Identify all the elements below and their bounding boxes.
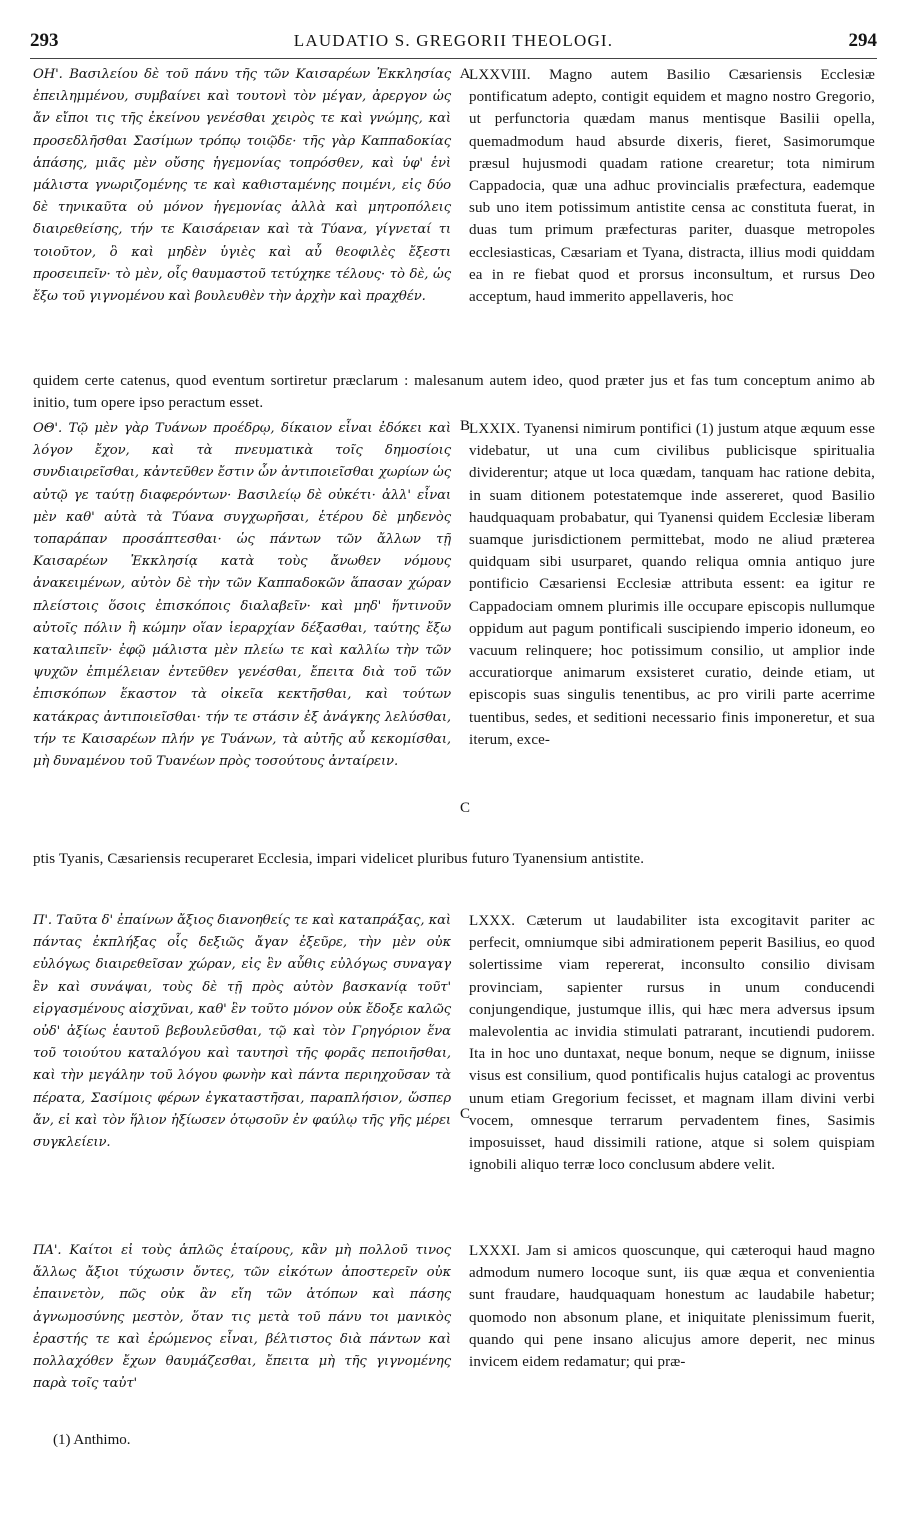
latin-paragraph-78: LXXVIII. Magno autem Basilio Cæsariensis Ecclesiæ pontificatum adepto, contigit equidem et magno nostro Gregorio, ut perfunctoria quædam manus mentisque Basilii opella, quemadmodum haud absurde dixeris, fieret, Sasimorumque præsul hujusmodi quadam ratione crearetur; tota nimirum Cappadocia, quæ una adhuc provincialis præfectura, eademque sub uno item potissimum antistite censa ac constituta fuerat, in duas tum primum præfecturas pariter, duasque metropoles ecclesiasticas, Cæsariam et Tyana, distracta, illius modi quiddam ea in re fiebat quod et prorsus inconsultum, et rursus Deo acceptum, haud immerito appellaveris, hoc xyxy=(469,67,875,306)
section-marker-c: C xyxy=(459,800,470,816)
latin-paragraph-80: LXXX. Cæterum ut laudabiliter ista excogitavit pariter ac perfecit, omniumque sibi admirationem peperit Basilius, eo quod solertissime viam repererat, inconsulto consilio divisam provinciam, sapienter rursus in unum conducendi conjungendique, justumque illis, qui hæc mera adversus ipsum malevolentia ac invidia stimulati patrarant, incutiendi pudorem. Ita in hoc uno duntaxat, neque bonum, neque se dignum, iniisse visus est consilium, quod pontificalis hujus catalogi ac proventus unum etiam Gregorium fecisset, et magnam illam divini verbi vocem, omnesque terrarum pervadentem fines, Sasimis imposuisset, haud dissimili ratione, atque si solem quispiam ignobili aliquo terræ loco conclusum abdere velit. xyxy=(469,913,875,1174)
greek-paragraph-80: Π'. Ταῦτα δ' ἐπαίνων ἄξιος διανοηθείς τε καὶ καταπράξας, καὶ πάντας ἐκπλήξας οἷς δεξιῶς ἄγαν ἐξεῦρε, τὴν μὲν οὐκ εὐλόγως διαιρεθεῖσαν χώραν, εἰς ἓν αὖθις εὐλόγως συναγαγ ἓν καὶ συνάψαι, τοὺς δὲ τῇ πρὸς αὐτὸν βασκανίᾳ τοῦτ' εἰργασμένους αἰσχῦναι, καθ' ἓν τοῦτο μόνον οὐκ ἔδοξε καλῶς οὐδ' ἀξίως ἑαυτοῦ βεβουλεῦσθαι, τῷ καὶ τὸν Γρηγόριον ἕνα τοῦ τοιούτου καταλόγου καὶ ταυτησὶ τῆς φορᾶς πεποιῆσθαι, καὶ τὴν μεγάλην τοῦ λόγου φωνὴν καὶ πάντα περιηχοῦσαν τὰ πέρατα, Σασίμοις φέρων ἐγκαταστῆσαι, παραπλήσιον, ὥσπερ ἄν, εἰ καὶ τὸν ἥλιον ἠξίωσεν ὁτῳσοῦν ἐν φαύλῳ τῆς γῆς μέρει συγκλείειν. xyxy=(33,913,451,1151)
greek-paragraph-78: ΟΗ'. Βασιλείου δὲ τοῦ πάνυ τῆς τῶν Καισαρέων Ἐκκλησίας ἐπειλημμένου, συμβαίνει καὶ τουτονὶ τὸν μέγαν, ἀρεργον ὡς ἄν εἴποι τις τῆς ἐκείνου γενέσθαι χειρὸς τε καὶ γνώμης, καὶ προσεδλῆσθαι Σασίμων τρόπῳ τοιῷδε· τῆς γὰρ Καππαδοκίας ἁπάσης, μιᾶς μὲν οὔσης ἡγεμονίας τοπρόσθεν, καὶ ὑφ' ἑνὶ μάλιστα γνωριζομένης τε καὶ καθισταμένης ποιμένι, εἰς δύο δὲ τηνικαῦτα οὐ μόνον ἡγεμονίας ἀλλὰ καὶ μητροπόλεις διαιρεθείσης, τήν τε Καισάρειαν καὶ τὰ Τύανα, γίγνεταί τι τοιοῦτον, ὃ καὶ μηδὲν ὑγιὲς καὶ αὖ θεοφιλὲς ἔξεστι προσειπεῖν· τὸ μὲν, οἷς θαυμαστοῦ τετύχηκε τέλους· τὸ δὲ, ὡς ἔξω τοῦ γιγνομένου καὶ βουλευθὲν τὴν ἀρχὴν καὶ πραχθέν. xyxy=(33,67,451,305)
footnote: (1) Anthimo. xyxy=(53,1432,131,1448)
latin-paragraph-78-continued: quidem certe catenus, quod eventum sortiretur præclarum : malesanum autem ideo, quod præter jus et fas tum conceptum animo ab initio, tum opere ipso peractum esset. xyxy=(33,373,875,412)
latin-paragraph-81: LXXXI. Jam si amicos quoscunque, qui cæteroqui haud magno admodum numero locoque sunt, iis quæ æqua et convenientia sunt fraudare, haudquaquam honestum ac laudabile habetur; quomodo non absonum plane, et iniquitate plenissimum fuerit, quando qui pene insano alicujus amore deperit, nec minus invicem eidem redamatur; qui præ- xyxy=(469,1243,875,1371)
latin-paragraph-79: LXXIX. Tyanensi nimirum pontifici (1) justum atque æquum esse videbatur, ut una cum civilibus publicisque spiritualia dividerentur; atque ut loca quædam, tanquam hac ratione debita, in suam ditionem potestatemque inde assereret, quod Basilio haudquaquam probabatur, qui Tyanensi quidem Ecclesiæ liberam suamque jurisdictionem permittebat, modo ne aliud præterea quidquam sibi usurparet, quando reliqua omnia antiquo jure pontificio Cæsariensi Ecclesiæ attributa essent: ea igitur re Cappadociam omnem plurimis ille occupare episcopis nullumque oppidum aut pagum pontificali suscipiendo imperio idoneum, eo vacuum relinquere; hoc potissimum consilio, ut amplior inde accuratiorque animarum exsisteret curatio, deinde etiam, ut episcopis suas singulis tenentibus, ac pro virili parte acerrime tuentibus, sedes, et seditioni necessario finis imponeretur, et sua iterum, exce- xyxy=(469,421,875,748)
header-rule xyxy=(30,58,877,59)
latin-paragraph-79-continued: ptis Tyanis, Cæsariensis recuperaret Ecclesia, impari videlicet pluribus futuro Tyanensium antistite. xyxy=(33,851,645,867)
section-marker-a: A xyxy=(459,66,471,82)
running-title: LAUDATIO S. GREGORII THEOLOGI. xyxy=(293,31,614,50)
page-number-left: 293 xyxy=(30,30,59,51)
page-header xyxy=(30,30,877,56)
greek-paragraph-81: ΠΑ'. Καίτοι εἰ τοὺς ἁπλῶς ἑταίρους, κἂν μὴ πολλοῦ τινος ἄλλως ἄξιοι τύχωσιν ὄντες, τῶν εἰκότων ἀποστερεῖν οὐκ ἐπαινετὸν, πῶς οὐκ ἂν εἴη τῶν ἀτόπων καὶ πάσης ἀγνωμοσύνης μεστὸν, ὅταν τις μετὰ τοῦ πάνυ τοι μανικὸς ἐραστής τε καὶ ἐρώμενος εἶναι, βέλτιστος διὰ πάντων καὶ πολλαχόθεν ἔχων θαυμάζεσθαι, ἔπειτα μὴ τῆς γιγνομένης παρὰ τοῖς ταὐτ' xyxy=(33,1243,451,1392)
page-number-right: 294 xyxy=(848,30,877,51)
section-marker-b: B xyxy=(459,418,470,434)
greek-paragraph-79: ΟΘ'. Τῷ μὲν γὰρ Τυάνων προέδρῳ, δίκαιον εἶναι ἐδόκει καὶ λόγον ἔχον, καὶ τὰ πνευματικὰ τοῖς δημοσίοις συνδιαιρεῖσθαι, κἀντεῦθεν ἔστιν ὧν ἀντιποιεῖσθαι χωρίων ὡς αὐτῷ γε ταύτῃ διαφερόντων· Βασιλείῳ δὲ οὐκέτι· ἀλλ' εἶναι μὲν καθ' αὑτὰ τὰ Τύανα συγχωρῆσαι, ἑτέρου δὲ μηδενὸς τοπαράπαν προσάπτεσθαι· ὡς πάντων τῶν ἄλλων τῇ Καισαρέων Ἐκκλησίᾳ κατὰ τοὺς ἄνωθεν νόμους ἀνακειμένων, αὐτὸν δὲ τὴν τῶν Καππαδοκῶν ἅπασαν χώραν πλείστοις ὅσοις ἐπισκόποις διαλαβεῖν· καὶ μηδ' ἥντινοῦν αὐτοῖς πόλιν ἢ κώμην οἵαν ἱεραρχίαν δέξασθαι, ταύτης ἔξω καταλιπεῖν· ἐφῷ μάλιστα μὲν πλείω τε καὶ καλλίω τὴν τῶν ψυχῶν ἐπιμέλειαν ἐντεῦθεν γενέσθαι, ἔπειτα διὰ τοῦ τῶν ἐπισκόπων ἕκαστον τὰ οἰκεῖα κεκτῆσθαι, καὶ τούτων κατάκρας ἀντιποιεῖσθαι· τήν τε στάσιν ἐξ ἀνάγκης λελύσθαι, τήν τε Καισαρέων πλήν γε Τυάνων, τὰ αὐτῆς αὖ κεκομίσθαι, μὴ δυναμένου τοῦ Τυανέων πρὸς τοσούτους ἀνταίρειν. xyxy=(33,421,451,770)
section-marker-c-second: C xyxy=(459,1106,470,1122)
